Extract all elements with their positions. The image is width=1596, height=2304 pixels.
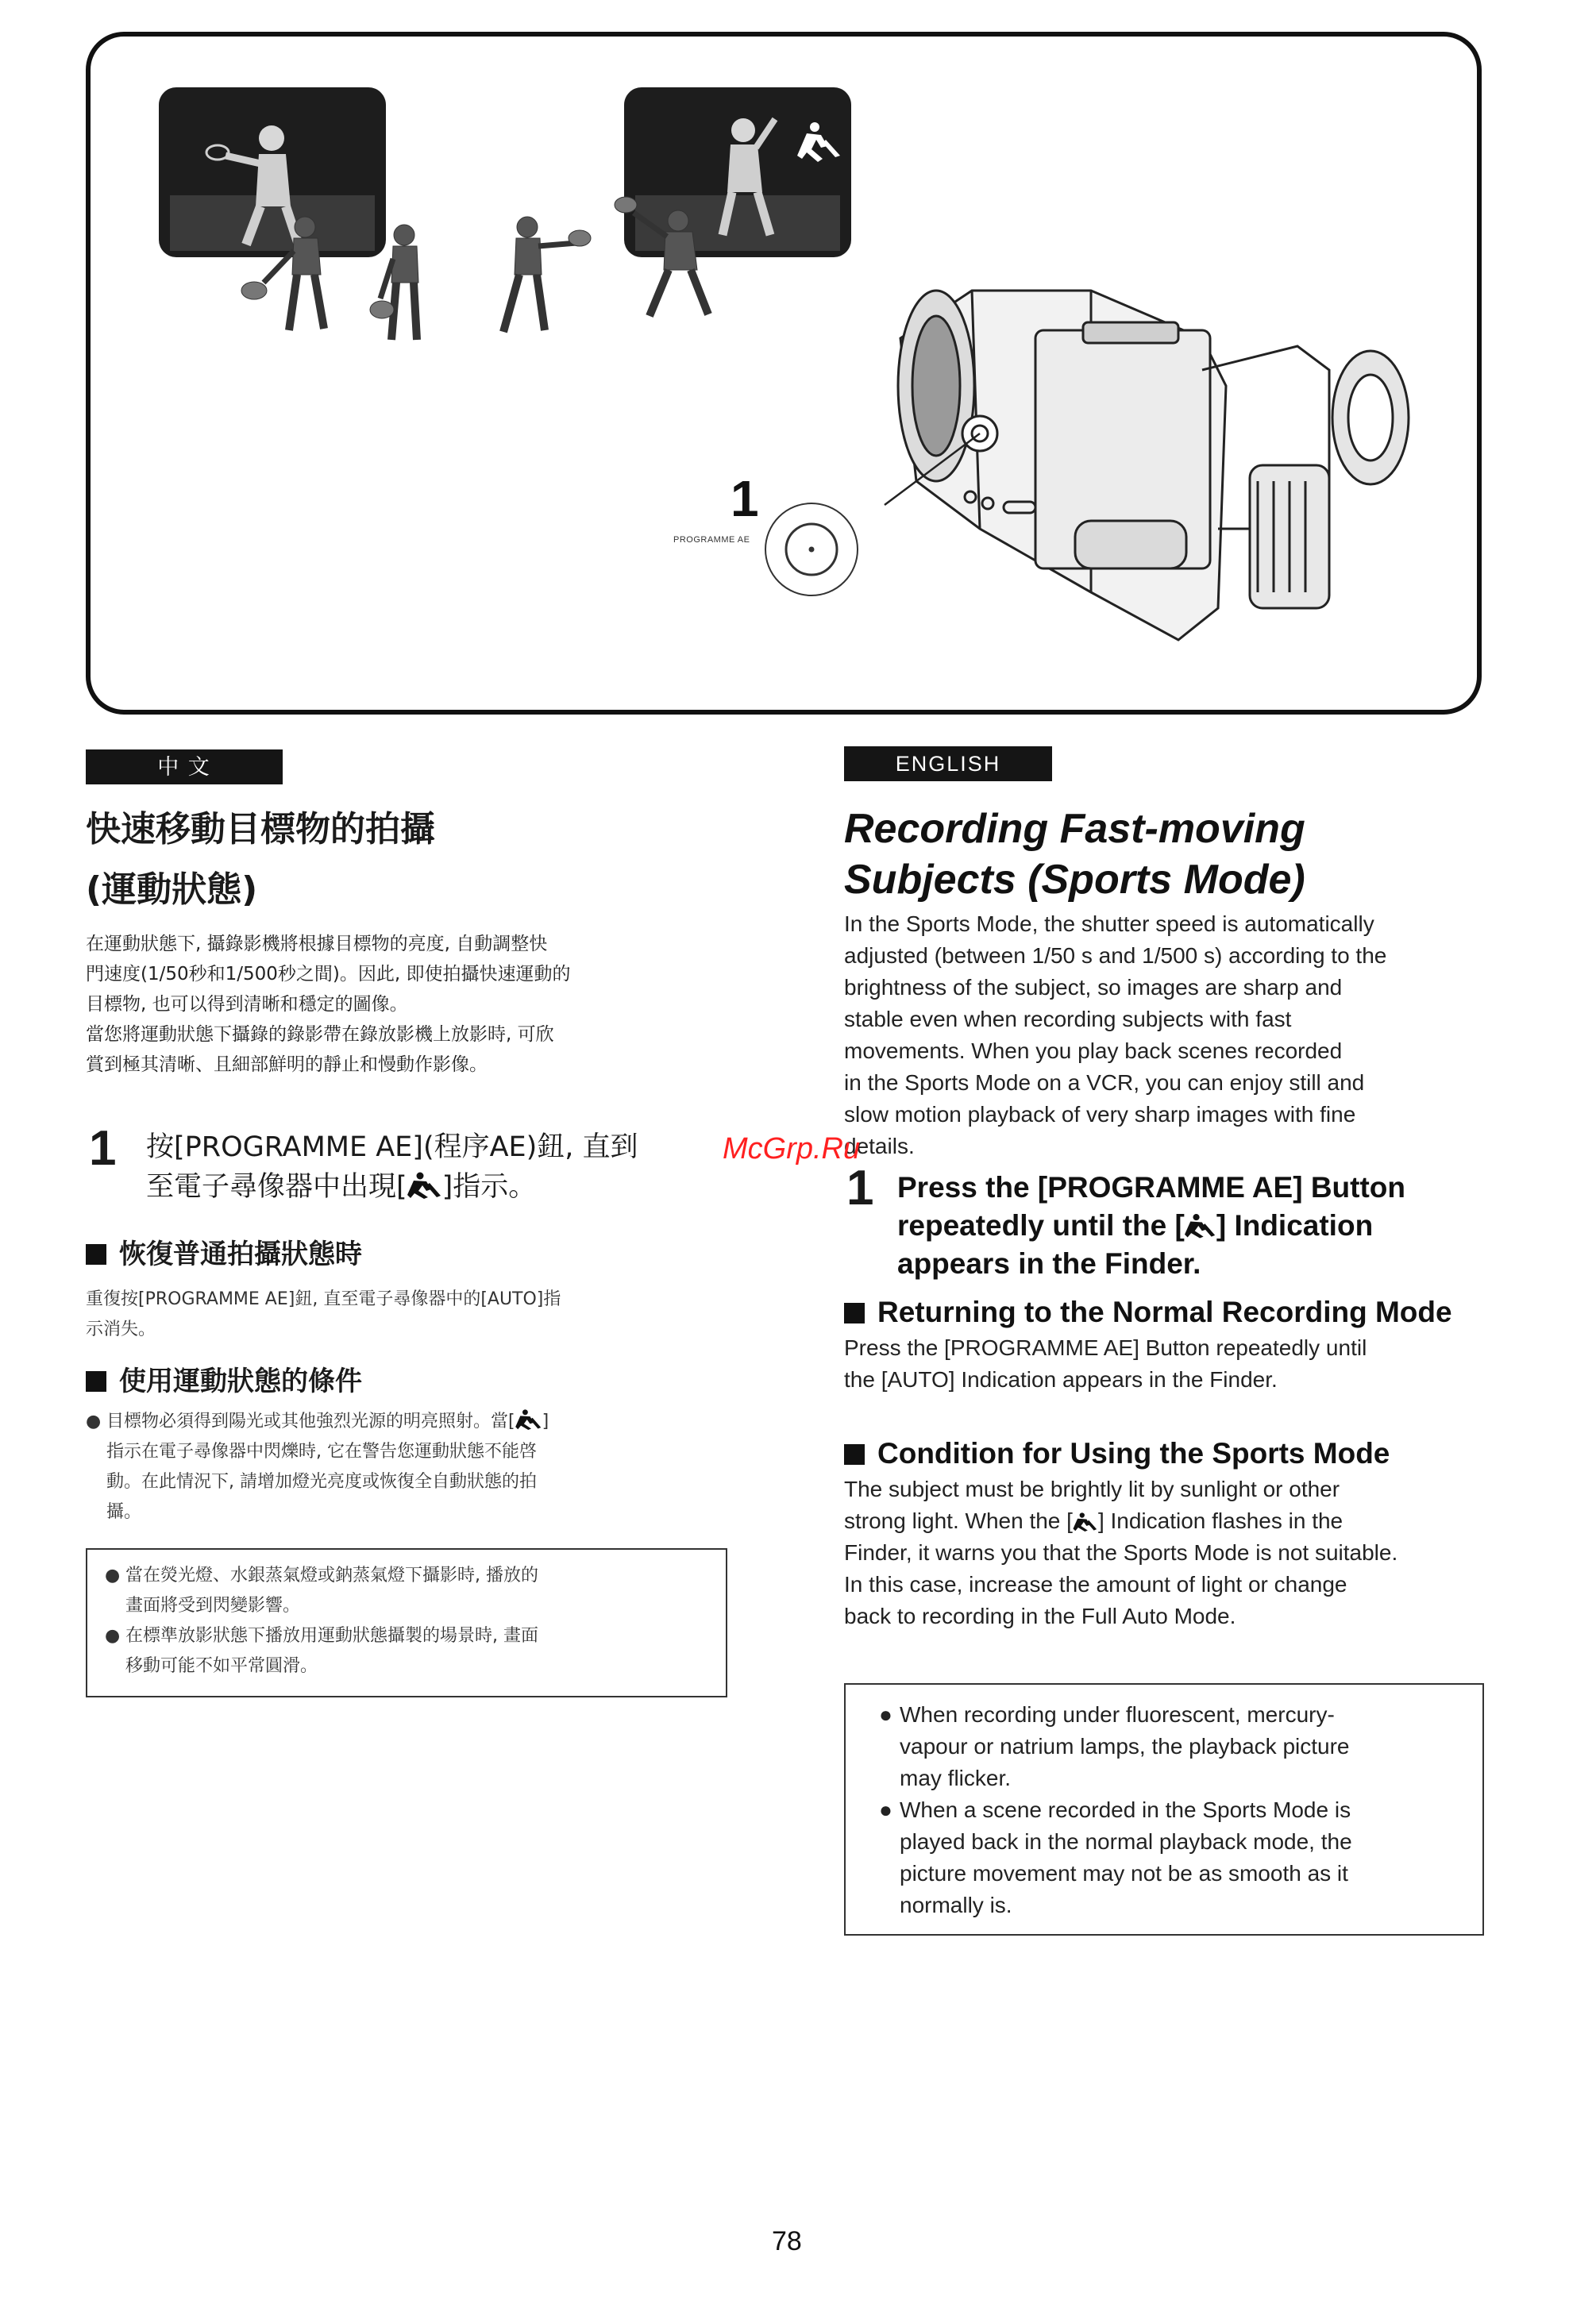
english-note-box — [844, 1683, 1484, 1936]
english-title-line1: Recording Fast-moving — [844, 806, 1305, 852]
english-note-line: When recording under fluorescent, mercury- — [900, 1702, 1335, 1727]
english-intro-line: brightness of the subject, so images are sharp and — [844, 975, 1343, 1000]
english-step1-line2 — [897, 1207, 1501, 1245]
chinese-condition-line1-before: 目標物必須得到陽光或其他強烈光源的明亮照射。當[ — [106, 1412, 515, 1431]
chinese-return-body — [86, 1285, 737, 1345]
english-condition-line5: back to recording in the Full Auto Mode. — [844, 1604, 1236, 1628]
english-note-line: picture movement may not be as smooth as it — [900, 1861, 1348, 1886]
camcorder-drawing — [885, 291, 1409, 640]
chinese-step-number: 1 — [89, 1121, 117, 1176]
chinese-note-line: 在標準放影狀態下播放用運動狀態攝製的場景時, 畫面 — [125, 1626, 538, 1646]
page-number: 78 — [772, 2226, 802, 2256]
english-condition-heading-text: Condition for Using the Sports Mode — [877, 1437, 1390, 1470]
chinese-step1-line2 — [146, 1167, 734, 1207]
chinese-note-item — [105, 1621, 711, 1682]
chinese-step1-line1: 按[PROGRAMME AE](程序AE)鈕, 直到 — [146, 1131, 638, 1163]
english-intro-line: details. — [844, 1134, 915, 1158]
english-condition-line2 — [844, 1505, 1527, 1537]
square-bullet-icon — [844, 1444, 865, 1465]
chinese-intro — [86, 929, 737, 1080]
bullet-icon: ● — [879, 1702, 892, 1727]
chinese-step1-line2-before: 至電子尋像器中出現[ — [146, 1171, 407, 1203]
chinese-note-line: 當在熒光燈、水銀蒸氣燈或鈉蒸氣燈下攝影時, 播放的 — [125, 1566, 538, 1585]
english-note-line: may flicker. — [900, 1766, 1012, 1790]
english-intro — [844, 908, 1495, 1162]
english-condition-line3: Finder, it warns you that the Sports Mode is not suitable. — [844, 1540, 1398, 1565]
chinese-return-line1: 重復按[PROGRAMME AE]鈕, 直至電子尋像器中的[AUTO]指 — [86, 1289, 561, 1309]
square-bullet-icon — [86, 1371, 106, 1392]
bullet-icon: ● — [86, 1412, 102, 1431]
english-intro-line: movements. When you play back scenes recorded — [844, 1038, 1343, 1063]
english-condition-line2-before: strong light. When the [ — [844, 1508, 1073, 1533]
english-title-line2: Subjects (Sports Mode) — [844, 857, 1305, 903]
bullet-icon: ● — [879, 1797, 892, 1822]
english-return-heading — [844, 1296, 1452, 1329]
english-step1 — [897, 1169, 1501, 1283]
sports-mode-icon — [407, 1172, 442, 1199]
chinese-return-heading-text: 恢復普通拍攝狀態時 — [119, 1239, 362, 1270]
english-condition-body — [844, 1474, 1527, 1632]
chinese-return-line2: 示消失。 — [86, 1320, 156, 1339]
square-bullet-icon — [844, 1303, 865, 1323]
illustration-panel — [86, 32, 1482, 715]
chinese-return-heading — [86, 1232, 362, 1271]
tennis-photo-left — [159, 87, 386, 257]
english-condition-line2-after: ] Indication flashes in the — [1097, 1508, 1343, 1533]
english-step1-line2-before: repeatedly until the [ — [897, 1209, 1185, 1242]
english-intro-line: slow motion playback of very sharp images with fine — [844, 1102, 1356, 1127]
chinese-condition-line2: 指示在電子尋像器中閃爍時, 它在警告您運動狀態不能啓 — [106, 1442, 537, 1462]
english-step1-line2-after: ] Indication — [1216, 1209, 1374, 1242]
english-note-item — [879, 1794, 1467, 1921]
chinese-note-line: 移動可能不如平常圓滑。 — [125, 1656, 318, 1676]
english-note-line: When a scene recorded in the Sports Mode is — [900, 1797, 1351, 1822]
chinese-step1 — [146, 1127, 734, 1207]
english-condition-line1: The subject must be brightly lit by sunlight or other — [844, 1477, 1340, 1501]
chinese-title-line2: (運動狀態) — [86, 869, 258, 910]
english-return-heading-text: Returning to the Normal Recording Mode — [877, 1296, 1452, 1328]
bullet-icon: ● — [105, 1626, 121, 1646]
chinese-step1-line2-after: ]指示。 — [441, 1171, 537, 1203]
english-intro-line: in the Sports Mode on a VCR, you can enjoy still and — [844, 1070, 1365, 1095]
callout-label: PROGRAMME AE — [673, 535, 750, 545]
square-bullet-icon — [86, 1244, 106, 1265]
chinese-note-line: 畫面將受到閃變影響。 — [125, 1596, 301, 1616]
programme-ae-callout — [765, 503, 858, 595]
chinese-note-item — [105, 1561, 711, 1621]
chinese-intro-line: 門速度(1/50秒和1/500秒之間)。因此, 即使拍攝快速運動的 — [86, 964, 571, 984]
sports-mode-icon — [515, 1409, 542, 1430]
chinese-condition-line3: 動。在此情況下, 請增加燈光亮度或恢復全自動狀態的拍 — [106, 1472, 537, 1492]
english-intro-line: In the Sports Mode, the shutter speed is automatically — [844, 911, 1374, 936]
english-step-number: 1 — [846, 1161, 874, 1216]
illustration-drawing — [91, 37, 1482, 715]
chinese-condition-line1 — [86, 1407, 737, 1437]
english-return-line1: Press the [PROGRAMME AE] Button repeatedly until — [844, 1335, 1367, 1360]
english-step1-line1: Press the [PROGRAMME AE] Button — [897, 1171, 1405, 1204]
chinese-condition-line4: 攝。 — [106, 1502, 142, 1522]
chinese-intro-line: 當您將運動狀態下攝錄的錄影帶在錄放影機上放影時, 可欣 — [86, 1024, 554, 1045]
chinese-condition-heading-text: 使用運動狀態的條件 — [119, 1366, 362, 1397]
english-note-line: normally is. — [900, 1893, 1012, 1917]
english-condition-line4: In this case, increase the amount of light or change — [844, 1572, 1347, 1597]
chinese-title-line1: 快速移動目標物的拍攝 — [86, 809, 435, 850]
sports-mode-icon — [1073, 1512, 1098, 1532]
english-return-line2: the [AUTO] Indication appears in the Finder. — [844, 1367, 1278, 1392]
chinese-note-box — [86, 1548, 727, 1697]
english-step1-line3: appears in the Finder. — [897, 1247, 1201, 1280]
chinese-section-tab: 中 文 — [86, 749, 283, 784]
chinese-intro-line: 在運動狀態下, 攝錄影機將根據目標物的亮度, 自動調整快 — [86, 934, 548, 954]
english-section-tab: ENGLISH — [844, 746, 1052, 781]
chinese-condition-line1-after: ] — [542, 1412, 549, 1431]
watermark: McGrp.Ru — [723, 1132, 861, 1165]
chinese-condition-heading — [86, 1359, 362, 1398]
chinese-condition-body — [86, 1407, 737, 1528]
english-note-line: played back in the normal playback mode, the — [900, 1829, 1352, 1854]
english-note-item — [879, 1699, 1467, 1794]
bullet-icon: ● — [105, 1566, 121, 1585]
english-intro-line: stable even when recording subjects with fast — [844, 1007, 1292, 1031]
english-note-line: vapour or natrium lamps, the playback picture — [900, 1734, 1350, 1759]
english-intro-line: adjusted (between 1/50 s and 1/500 s) according to the — [844, 943, 1387, 968]
english-condition-heading — [844, 1437, 1390, 1470]
english-return-body — [844, 1332, 1495, 1396]
callout-number: 1 — [731, 470, 759, 527]
sports-mode-icon — [1185, 1213, 1216, 1239]
chinese-intro-line: 賞到極其清晰、且細部鮮明的靜止和慢動作影像。 — [86, 1054, 488, 1075]
chinese-intro-line: 目標物, 也可以得到清晰和穩定的圖像。 — [86, 994, 408, 1015]
